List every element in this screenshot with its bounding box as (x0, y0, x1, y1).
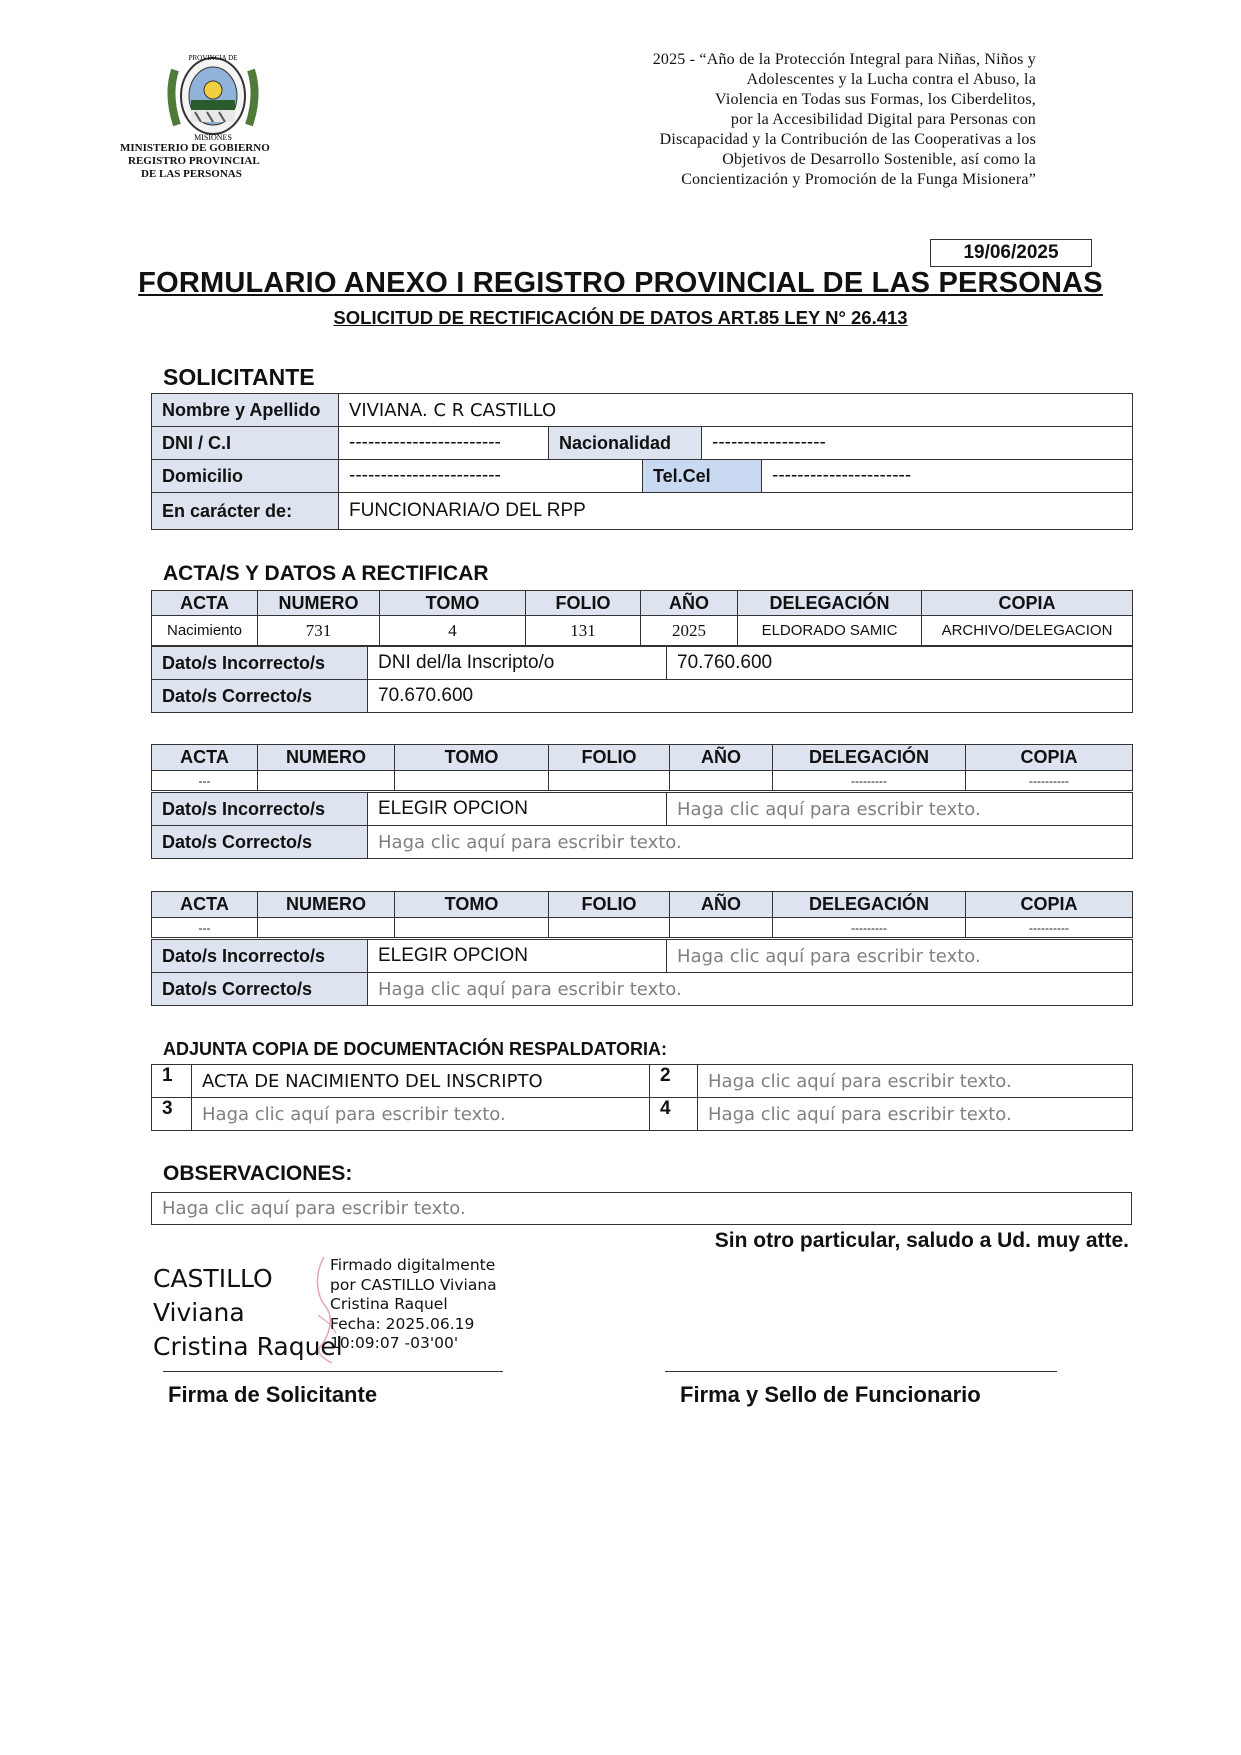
acta-data-table-1 (151, 646, 1133, 713)
adjunta-number: 1 (152, 1065, 192, 1098)
ministry-line: MINISTERIO DE GOBIERNO (120, 142, 270, 154)
signer-name-line: CASTILLO (153, 1264, 273, 1293)
tel-label: Tel.Cel (643, 460, 762, 493)
col-acta: ACTA (152, 745, 258, 771)
closing-text: Sin otro particular, saludo a Ud. muy atte. (714, 1229, 1129, 1252)
tomo-cell[interactable] (395, 771, 549, 791)
incorrect-value-field[interactable]: Haga clic aquí para escribir texto. (667, 940, 1133, 973)
delegacion-cell[interactable]: --------- (773, 918, 966, 938)
col-tomo: TOMO (395, 745, 549, 771)
incorrect-field-select[interactable]: ELEGIR OPCION (368, 793, 667, 826)
folio-cell[interactable]: 131 (526, 616, 641, 646)
adjunta-item-field[interactable]: Haga clic aquí para escribir texto. (698, 1098, 1133, 1131)
correct-label: Dato/s Correcto/s (152, 973, 368, 1006)
numero-cell[interactable]: 731 (258, 616, 380, 646)
form-subtitle: SOLICITUD DE RECTIFICACIÓN DE DATOS ART.85 LEY N° 26.413 (333, 307, 908, 328)
motto-line: Concientización y Promoción de la Funga Misionera” (681, 171, 1036, 188)
col-tomo: TOMO (395, 892, 549, 918)
adjunta-table (151, 1064, 1133, 1131)
col-copia: COPIA (922, 591, 1133, 616)
adjunta-number: 3 (152, 1098, 192, 1131)
tel-field[interactable]: ---------------------- (762, 460, 1133, 493)
incorrect-label: Dato/s Incorrecto/s (152, 647, 368, 680)
col-acta: ACTA (152, 892, 258, 918)
copia-cell[interactable]: ---------- (966, 771, 1133, 791)
adjunta-number: 4 (650, 1098, 698, 1131)
incorrect-value-field[interactable]: 70.760.600 (667, 647, 1133, 680)
observaciones-heading: OBSERVACIONES: (163, 1162, 353, 1185)
acta-cell[interactable]: --- (152, 771, 258, 791)
numero-cell[interactable] (258, 771, 395, 791)
svg-text:PROVINCIA DE: PROVINCIA DE (188, 54, 238, 62)
caracter-field[interactable]: FUNCIONARIA/O DEL RPP (339, 493, 1133, 530)
correct-label: Dato/s Correcto/s (152, 680, 368, 713)
acta-cell[interactable]: --- (152, 918, 258, 938)
col-copia: COPIA (966, 892, 1133, 918)
delegacion-cell[interactable]: --------- (773, 771, 966, 791)
firma-solicitante-label: Firma de Solicitante (168, 1382, 378, 1407)
acta-table-3 (151, 891, 1133, 938)
incorrect-label: Dato/s Incorrecto/s (152, 940, 368, 973)
digital-signature-note (330, 1256, 497, 1354)
anio-cell[interactable]: 2025 (641, 616, 738, 646)
delegacion-cell[interactable]: ELDORADO SAMIC (738, 616, 922, 646)
caracter-label: En carácter de: (152, 493, 339, 530)
copia-cell[interactable]: ARCHIVO/DELEGACION (922, 616, 1133, 646)
col-anio: AÑO (641, 591, 738, 616)
anio-cell[interactable] (670, 918, 773, 938)
ministry-block (120, 142, 270, 181)
adjunta-item-field[interactable]: ACTA DE NACIMIENTO DEL INSCRIPTO (192, 1065, 650, 1098)
col-tomo: TOMO (380, 591, 526, 616)
correct-label: Dato/s Correcto/s (152, 826, 368, 859)
signer-name-line: Cristina Raquel (153, 1332, 343, 1361)
dni-label: DNI / C.I (152, 427, 339, 460)
acta-table-1 (151, 590, 1133, 646)
motto-line: Objetivos de Desarrollo Sostenible, así como la (722, 151, 1036, 168)
incorrect-label: Dato/s Incorrecto/s (152, 793, 368, 826)
observaciones-field[interactable]: Haga clic aquí para escribir texto. (152, 1193, 1132, 1225)
correct-value-field[interactable]: Haga clic aquí para escribir texto. (368, 973, 1133, 1006)
acta-data-table-2 (151, 792, 1133, 859)
signature-note-line: Cristina Raquel (330, 1295, 448, 1313)
motto-line: Violencia en Todas sus Formas, los Ciberdelitos, (715, 91, 1036, 108)
motto-line: por la Accesibilidad Digital para Personas con (730, 111, 1036, 128)
col-acta: ACTA (152, 591, 258, 616)
adjunta-number: 2 (650, 1065, 698, 1098)
nacionalidad-label: Nacionalidad (549, 427, 702, 460)
col-folio: FOLIO (549, 892, 670, 918)
correct-value-field[interactable]: 70.670.600 (368, 680, 1133, 713)
firma-funcionario-label: Firma y Sello de Funcionario (680, 1382, 981, 1407)
nombre-label: Nombre y Apellido (152, 394, 339, 427)
year-motto (476, 50, 1036, 190)
signature-note-line: 10:09:07 -03'00' (330, 1334, 459, 1352)
svg-text:MISIONES: MISIONES (194, 133, 232, 142)
signer-name-line: Viviana (153, 1298, 245, 1327)
folio-cell[interactable] (549, 918, 670, 938)
adjunta-item-field[interactable]: Haga clic aquí para escribir texto. (192, 1098, 650, 1131)
form-title: FORMULARIO ANEXO I REGISTRO PROVINCIAL DE LAS PERSONAS (138, 267, 1103, 299)
signature-note-line: Fecha: 2025.06.19 (330, 1314, 475, 1333)
solicitante-table (151, 393, 1133, 530)
motto-line: Adolescentes y la Lucha contra el Abuso, la (746, 71, 1036, 88)
dni-field[interactable]: ------------------------ (339, 427, 549, 460)
col-anio: AÑO (670, 745, 773, 771)
col-numero: NUMERO (258, 892, 395, 918)
ministry-line: REGISTRO PROVINCIAL (128, 155, 260, 167)
date-field[interactable]: 19/06/2025 (930, 239, 1092, 267)
col-folio: FOLIO (549, 745, 670, 771)
col-numero: NUMERO (258, 591, 380, 616)
col-anio: AÑO (670, 892, 773, 918)
solicitante-heading: SOLICITANTE (163, 364, 315, 390)
col-copia: COPIA (966, 745, 1133, 771)
incorrect-value-field[interactable]: Haga clic aquí para escribir texto. (667, 793, 1133, 826)
anio-cell[interactable] (670, 771, 773, 791)
signature-note-line: Firmado digitalmente (330, 1256, 496, 1274)
motto-line: 2025 - “Año de la Protección Integral para Niñas, Niños y (652, 51, 1036, 68)
adjunta-heading: ADJUNTA COPIA DE DOCUMENTACIÓN RESPALDATORIA: (163, 1039, 667, 1059)
folio-cell[interactable] (549, 771, 670, 791)
copia-cell[interactable]: ---------- (966, 918, 1133, 938)
col-delegacion: DELEGACIÓN (738, 591, 922, 616)
acta-data-table-3 (151, 939, 1133, 1006)
col-delegacion: DELEGACIÓN (773, 892, 966, 918)
col-folio: FOLIO (526, 591, 641, 616)
ministry-line: DE LAS PERSONAS (141, 168, 242, 180)
observaciones-table (151, 1192, 1132, 1225)
correct-value-field[interactable]: Haga clic aquí para escribir texto. (368, 826, 1133, 859)
tomo-cell[interactable] (395, 918, 549, 938)
numero-cell[interactable] (258, 918, 395, 938)
nombre-field[interactable]: VIVIANA. C R CASTILLO (339, 394, 1133, 427)
acta-cell[interactable]: Nacimiento (152, 616, 258, 646)
signature-note-line: por CASTILLO Viviana (330, 1275, 497, 1294)
adjunta-item-field[interactable]: Haga clic aquí para escribir texto. (698, 1065, 1133, 1098)
tomo-cell[interactable]: 4 (380, 616, 526, 646)
acta-table-2 (151, 744, 1133, 791)
signature-line-funcionario (665, 1371, 1057, 1372)
motto-line: Discapacidad y la Contribución de las Cooperativas a los (659, 131, 1036, 148)
nacionalidad-field[interactable]: ------------------ (702, 427, 1133, 460)
incorrect-field-select[interactable]: ELEGIR OPCION (368, 940, 667, 973)
domicilio-label: Domicilio (152, 460, 339, 493)
incorrect-field-select[interactable]: DNI del/la Inscripto/o (368, 647, 667, 680)
signature-line-solicitante (163, 1371, 503, 1372)
domicilio-field[interactable]: ------------------------ (339, 460, 643, 493)
actas-heading: ACTA/S Y DATOS A RECTIFICAR (163, 562, 489, 585)
col-numero: NUMERO (258, 745, 395, 771)
col-delegacion: DELEGACIÓN (773, 745, 966, 771)
provincial-crest-logo (165, 50, 261, 142)
